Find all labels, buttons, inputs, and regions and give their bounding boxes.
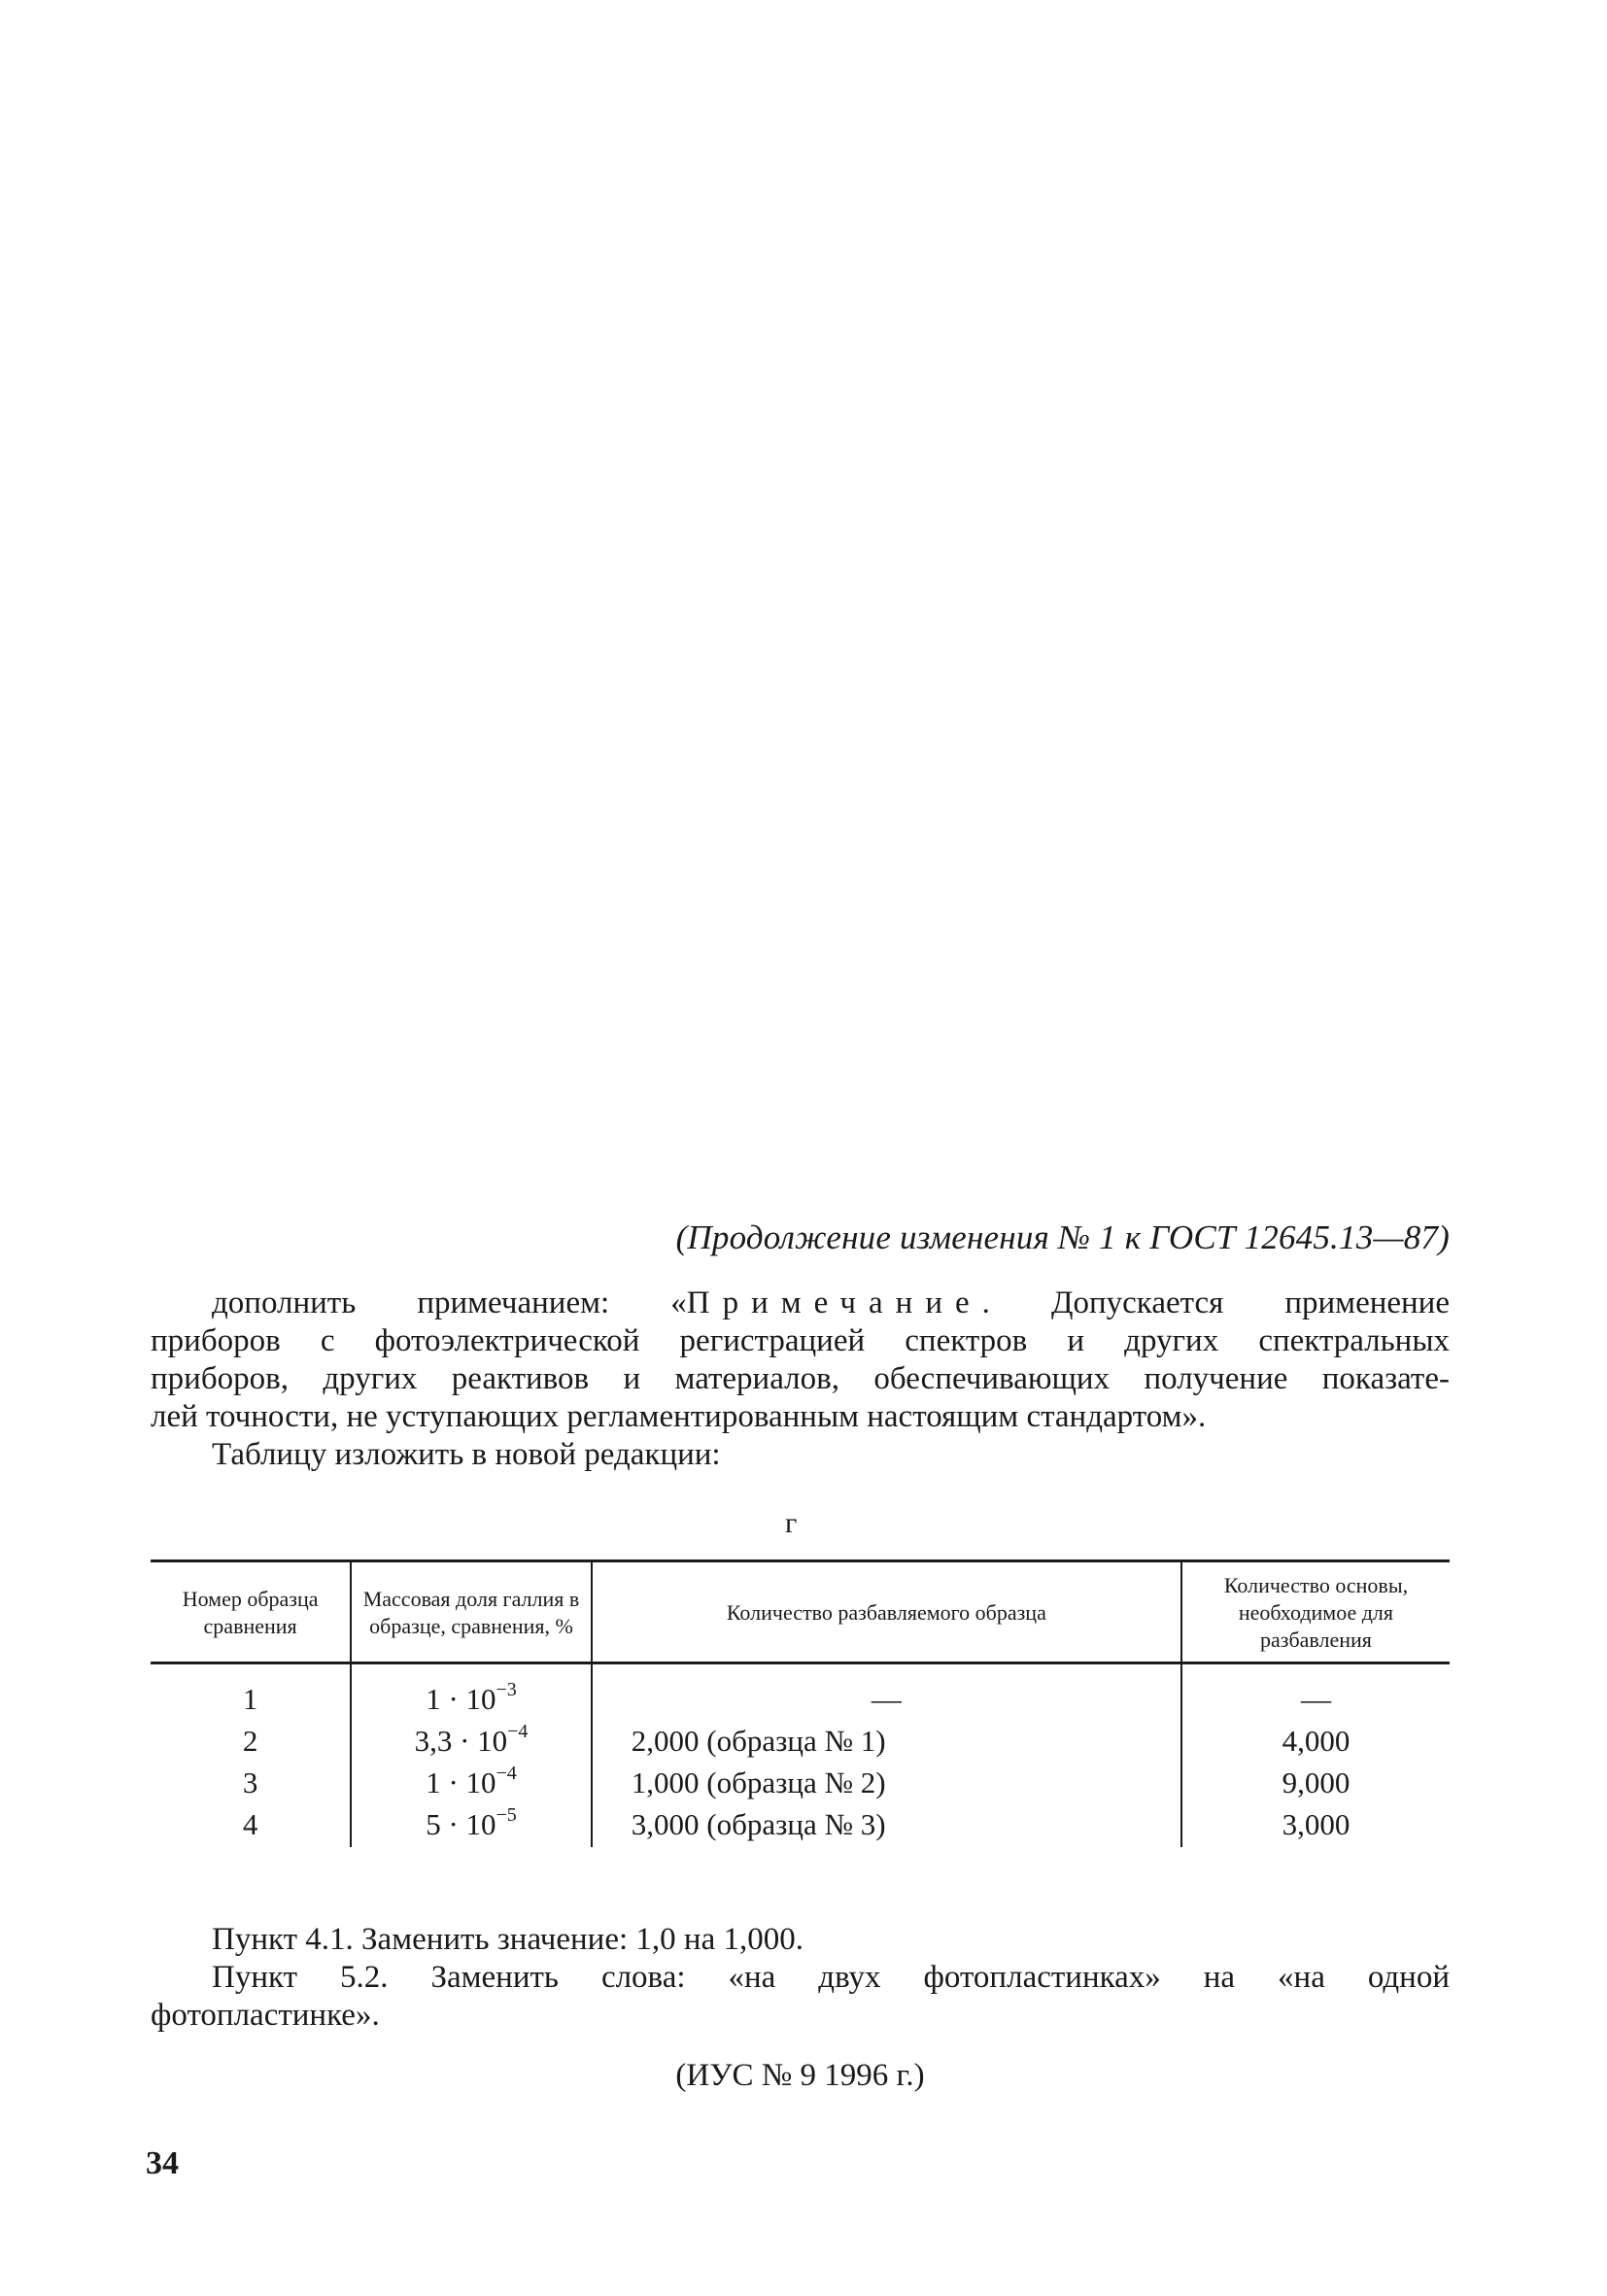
table-header-row [151,1561,1450,1663]
table-intro: Таблицу изложить в новой редакции: [212,1437,721,1472]
cell-diluted-amount: 2,000 (образца № 1) [592,1720,1181,1762]
note-line-1-start: дополнить примечанием: « [212,1285,687,1320]
note-line-3: приборов, других реактивов и материалов, обеспечивающих получение показате- [151,1361,1450,1396]
mass-mantissa: 1 · 10 [426,1765,496,1799]
comparison-samples-table [151,1559,1450,1847]
mass-mantissa: 3,3 · 10 [414,1724,508,1758]
note-label: Примечание [686,1285,982,1320]
table-letter: г [785,1507,798,1539]
table-row [151,1663,1450,1721]
note-line-1-end: . Допускается применение [981,1285,1450,1320]
mass-mantissa: 1 · 10 [426,1682,496,1716]
note-line-1 [151,1285,1450,1322]
cell-diluted-amount: 1,000 (образца № 2) [592,1762,1181,1803]
amendments-paragraph [151,1921,1450,2035]
header-diluted-amount: Количество разбавляемого образца [592,1561,1181,1663]
cell-base-amount: 3,000 [1181,1803,1450,1847]
cell-mass-fraction [351,1663,592,1721]
cell-sample-number: 1 [242,1682,258,1716]
cell-sample-number: 4 [242,1807,258,1841]
note-line-2: приборов с фотоэлектрической регистрацией спектров и других спектральных [151,1323,1450,1358]
amendment-5-2-line-2: фотопластинке». [151,1998,380,2033]
mass-exponent: −3 [496,1679,517,1700]
cell-base-amount: 4,000 [1181,1720,1450,1762]
mass-exponent: −4 [496,1763,517,1784]
table-row [151,1762,1450,1803]
mass-exponent: −4 [507,1721,529,1742]
cell-base-amount: 9,000 [1181,1762,1450,1803]
cell-mass-fraction [351,1720,592,1762]
source-reference: (ИУС № 9 1996 г.) [675,2058,925,2093]
cell-sample-number: 2 [242,1724,258,1758]
header-sample-number: Номер образца сравнения [151,1561,351,1663]
page-number: 34 [146,2145,179,2181]
header-base-amount: Количество основы, необходимое для разбавления [1181,1561,1450,1663]
note-paragraph [151,1285,1450,1436]
mass-mantissa: 5 · 10 [426,1807,496,1841]
table-row [151,1803,1450,1847]
amendment-5-2-line-1: Пункт 5.2. Заменить слова: «на двух фотопластинках» на «на одной [212,1960,1450,1995]
cell-mass-fraction [351,1762,592,1803]
amendment-4-1: Пункт 4.1. Заменить значение: 1,0 на 1,000. [212,1922,804,1957]
table-row [151,1720,1450,1762]
cell-mass-fraction [351,1803,592,1847]
header-mass-fraction: Массовая доля галлия в образце, сравнения, % [351,1561,592,1663]
continuation-header: (Продолжение изменения № 1 к ГОСТ 12645.13—87) [675,1218,1450,1256]
cell-base-amount: — [1181,1663,1450,1721]
cell-diluted-amount: 3,000 (образца № 3) [592,1803,1181,1847]
cell-diluted-amount: — [592,1663,1181,1721]
note-line-4: лей точности, не уступающих регламентированным настоящим стандартом». [151,1399,1207,1434]
mass-exponent: −5 [496,1804,517,1826]
cell-sample-number: 3 [242,1765,258,1799]
